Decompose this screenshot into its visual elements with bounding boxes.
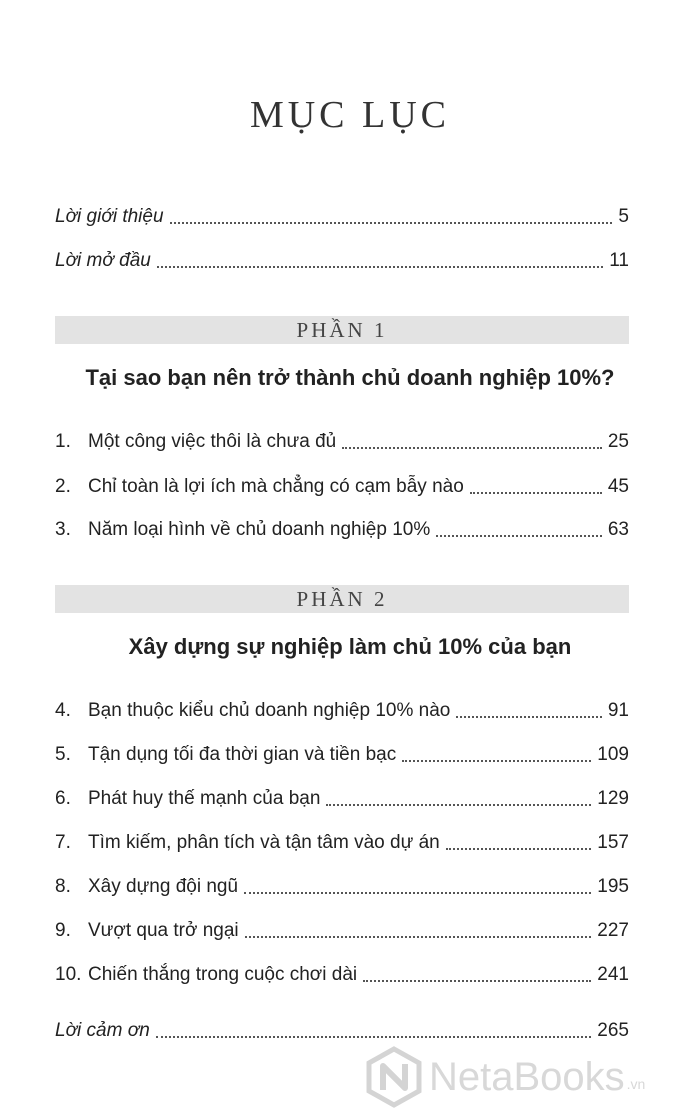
chapter-3-entry [55,511,629,541]
chapter-7-entry [55,824,629,854]
part-1-heading: Tại sao bạn nên trở thành chủ doanh nghiệp 10%? [85,365,615,390]
dot-leader [157,266,603,268]
watermark-brand: NetaBooks [429,1054,625,1099]
chapter-9-entry [55,912,629,942]
entry-page: 241 [597,964,629,985]
entry-label: Phát huy thế mạnh của bạn [88,788,321,809]
part-2-heading: Xây dựng sự nghiệp làm chủ 10% của bạn [128,634,572,659]
entry-label: Lời cảm ơn [55,1020,150,1041]
entry-page: 45 [607,476,629,497]
entry-label: Lời mở đầu [55,250,151,271]
dot-leader [446,848,592,850]
entry-page: 195 [597,876,629,897]
chapter-4-entry [55,692,629,722]
entry-page: 11 [609,250,629,271]
dot-leader [170,222,613,224]
entry-page: 157 [597,832,629,853]
netabooks-watermark [365,1042,695,1112]
entry-page: 63 [607,519,629,540]
entry-page: 129 [597,788,629,809]
dot-leader [470,492,602,494]
dot-leader [402,760,591,762]
entry-page: 227 [597,920,629,941]
chapter-2-entry [55,468,629,498]
netabooks-logo-icon [365,1046,423,1108]
dot-leader [456,716,602,718]
entry-page: 91 [607,700,629,721]
chapter-number: 4. [55,700,71,721]
dot-leader [245,936,592,938]
watermark-suffix: .vn [626,1076,646,1092]
entry-label: Lời giới thiệu [55,206,164,227]
chapter-5-entry [55,736,629,766]
entry-label: Bạn thuộc kiểu chủ doanh nghiệp 10% nào [88,700,451,721]
part-1-band: PHẦN 1 [55,316,629,344]
entry-label: Tận dụng tối đa thời gian và tiền bạc [88,744,397,765]
dot-leader [244,892,591,894]
chapter-6-entry [55,780,629,810]
chapter-number: 3. [55,519,71,540]
toc-title: MỤC LỤC [249,94,451,136]
toc-entry-loi-mo-dau [55,242,629,272]
dot-leader [342,447,602,449]
dot-leader [436,535,602,537]
chapter-10-entry [55,956,629,986]
entry-label: Vượt qua trở ngại [88,920,239,941]
part-2-band: PHẦN 2 [55,585,629,613]
entry-page: 265 [597,1020,629,1041]
entry-page: 25 [607,431,629,452]
chapter-number: 1. [55,431,71,452]
entry-label: Tìm kiếm, phân tích và tận tâm vào dự án [88,832,440,853]
chapter-number: 9. [55,920,71,941]
chapter-1-entry [55,423,629,453]
entry-label: Xây dựng đội ngũ [88,876,239,897]
dot-leader [326,804,591,806]
dot-leader [363,980,591,982]
chapter-number: 6. [55,788,71,809]
chapter-number: 2. [55,476,71,497]
chapter-number: 8. [55,876,71,897]
entry-page: 109 [597,744,629,765]
entry-page: 5 [618,206,629,227]
toc-entry-loi-gioi-thieu [55,198,629,228]
dot-leader [156,1036,592,1038]
entry-label: Một công việc thôi là chưa đủ [88,431,337,452]
entry-label: Chỉ toàn là lợi ích mà chẳng có cạm bẫy nào [88,476,464,497]
chapter-number: 5. [55,744,71,765]
entry-label: Chiến thắng trong cuộc chơi dài [88,964,358,985]
entry-label: Năm loại hình về chủ doanh nghiệp 10% [88,519,431,540]
chapter-number: 7. [55,832,71,853]
chapter-8-entry [55,868,629,898]
toc-entry-loi-cam-on [55,1012,629,1042]
chapter-number: 10. [55,964,82,985]
